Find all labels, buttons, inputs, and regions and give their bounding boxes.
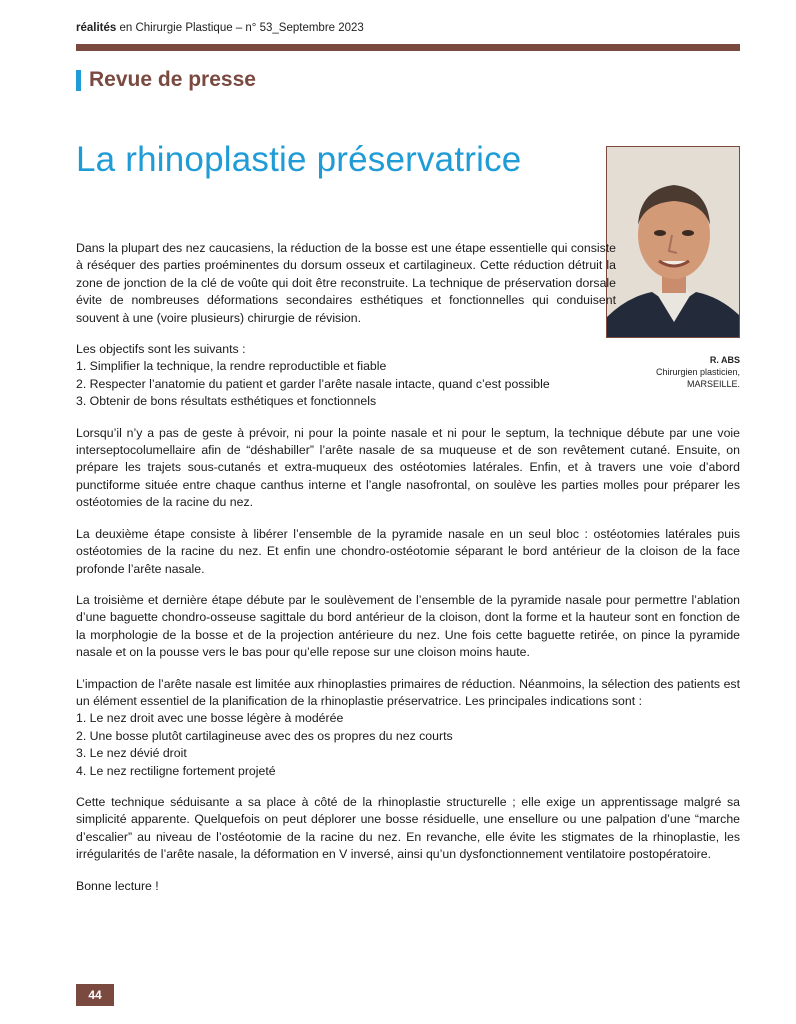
body-paragraph: La troisième et dernière étape débute par le soulèvement de l’ensemble de la pyramide nasale pour permettre l’ablation d’une baguette chondro-osseuse sagittale du bord antérieur de la cloison, dont la forme et la hauteur sont en fonction de la morphologie de la bosse et de la projection antérieure du nez. Une fois cette baguette retirée, on pince la pyramide nasale et on la pousse vers le bas pour qu’elle repose sur une cloison moins haute. bbox=[76, 592, 740, 660]
section-marker bbox=[76, 70, 81, 91]
article-title: La rhinoplastie préservatrice bbox=[76, 140, 522, 179]
author-city: MARSEILLE. bbox=[686, 379, 740, 389]
section-heading bbox=[76, 68, 256, 92]
author-name: R. ABS bbox=[709, 355, 740, 365]
list-item: 2. Respecter l’anatomie du patient et garder l’arête nasale intacte, quand c’est possible bbox=[76, 376, 550, 391]
objectives-list bbox=[76, 358, 616, 410]
objectives-block bbox=[76, 341, 616, 411]
indications-block bbox=[76, 676, 740, 780]
journal-name: réalités bbox=[76, 22, 117, 34]
indications-lead: L’impaction de l’arête nasale est limitée aux rhinoplasties primaires de réduction. Néanmoins, la sélection des patients est un élément essentiel de la planification de la rhinoplastie préservatrice. Les principales indications sont : bbox=[76, 676, 740, 708]
list-item: 3. Le nez dévié droit bbox=[76, 746, 187, 761]
journal-issue: en Chirurgie Plastique – n° 53_Septembre 2023 bbox=[116, 22, 364, 34]
list-item: 2. Une bosse plutôt cartilagineuse avec des os propres du nez courts bbox=[76, 728, 453, 743]
body-paragraph: La deuxième étape consiste à libérer l’ensemble de la pyramide nasale en un seul bloc : ostéotomies latérales puis ostéotomies de la racine du nez. Et enfin une chondro-ostéotomie séparant le bord antérieur de la cloison de la face profonde l’arête nasale. bbox=[76, 526, 740, 576]
page-number: 44 bbox=[76, 984, 114, 1006]
list-item: 3. Obtenir de bons résultats esthétiques et fonctionnels bbox=[76, 394, 377, 409]
section-title: Revue de presse bbox=[89, 68, 256, 91]
header-divider bbox=[76, 44, 740, 51]
intro-paragraph: Dans la plupart des nez caucasiens, la réduction de la bosse est une étape essentielle qui consiste à réséquer des parties proéminentes du dorsum osseux et cartilagineux. Cette réduction détruit la zone de jonction de la clé de voûte qui doit être reconstruite. La technique de préservation dorsale évite de nombreuses déformations secondaires esthétiques et fonctionnelles qui conduisent souvent à une (voire plusieurs) chirurgie de révision. bbox=[76, 241, 616, 325]
list-item: 4. Le nez rectiligne fortement projeté bbox=[76, 763, 276, 778]
journal-header bbox=[76, 22, 364, 34]
conclusion-paragraph: Cette technique séduisante a sa place à côté de la rhinoplastie structurelle ; elle exige un apprentissage malgré sa simplicité apparente. Quelquefois on peut déplorer une bosse résiduelle, une ensellure ou une palpation d’une “marche d’escalier” au niveau de l’ostéotomie de la racine du nez. En revanche, elle évite les stigmates de la rhinoplastie, les irrégularités de l’arête nasale, la déformation en V inversé, ainsi qu’un dysfonctionnement ventilatoire postopératoire. bbox=[76, 794, 740, 862]
body-paragraph: Lorsqu’il n’y a pas de geste à prévoir, ni pour la pointe nasale et ni pour le septum, la technique débute par une voie interseptocolumellaire afin de “déshabiller” l’arête nasale de sa muqueuse et de son revêtement cutané. Ensuite, on prépare les trajets sous-cutanés et extra-muqueux des ostéotomies latérales. Enfin, et à travers une voie d’abord punctiforme située entre chaque canthus interne et l’angle nasofrontal, on soulève les parties molles pour préparer les ostéotomies de la racine du nez. bbox=[76, 425, 740, 510]
article-body bbox=[76, 240, 740, 895]
author-role: Chirurgien plasticien, bbox=[655, 367, 740, 377]
list-item: 1. Le nez droit avec une bosse légère à modérée bbox=[76, 711, 344, 726]
list-item: 1. Simplifier la technique, la rendre reproductible et fiable bbox=[76, 359, 387, 374]
indications-list bbox=[76, 710, 740, 780]
objectives-lead: Les objectifs sont les suivants : bbox=[76, 342, 246, 357]
signoff: Bonne lecture ! bbox=[76, 878, 159, 893]
